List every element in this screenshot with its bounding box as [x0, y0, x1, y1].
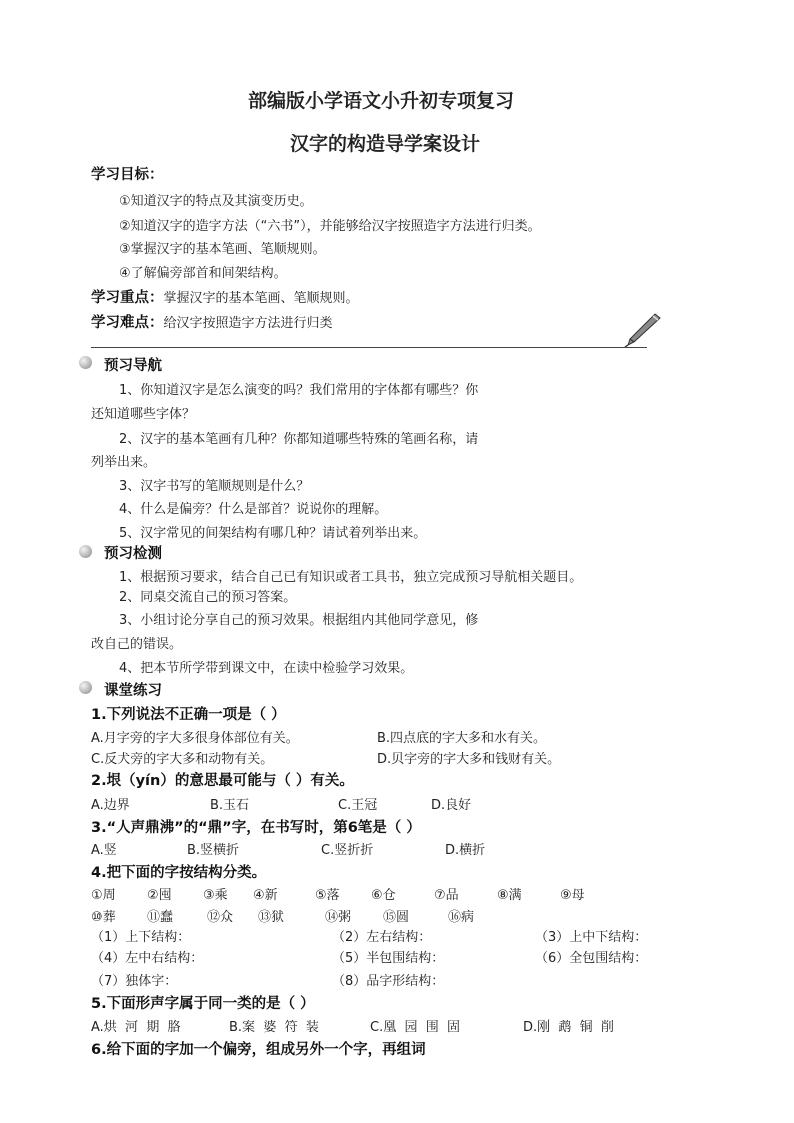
q2-option-d: D.良好 — [431, 798, 472, 813]
nav-line: 还知道哪些字体？ — [91, 407, 196, 422]
preview-nav-heading: 预习导航 — [104, 358, 162, 374]
check-line: 4、把本节所学带到课文中，在读中检验学习效果。 — [119, 661, 414, 676]
focus-label: 学习重点： — [91, 290, 164, 306]
focus-line — [91, 286, 359, 307]
pen-icon — [622, 312, 662, 348]
goal-item-4: ④了解偏旁部首和间架结构。 — [119, 266, 287, 281]
nav-line: 4、什么是偏旁？什么是部首？说说你的理解。 — [119, 502, 388, 517]
char-item: ⑬狱 — [258, 910, 285, 925]
char-item: ②囤 — [147, 888, 172, 903]
divider — [91, 347, 647, 348]
q5-option-d: D.刚 鹉 铜 削 — [523, 1020, 614, 1035]
char-item: ⑥仓 — [371, 888, 396, 903]
category-line: （4）左中右结构： — [91, 951, 204, 966]
q5-option-b: B.案 婆 符 装 — [229, 1020, 319, 1035]
char-item: ⑭粥 — [325, 910, 352, 925]
char-item: ⑯病 — [448, 910, 475, 925]
category-line: （1）上下结构： — [91, 930, 191, 945]
goal-item-1: ①知道汉字的特点及其演变历史。 — [119, 194, 313, 209]
category-line: （5）半包围结构： — [332, 951, 445, 966]
char-item: ⑩葬 — [91, 910, 116, 925]
bullet-icon — [79, 681, 92, 694]
q5-option-c: C.凰 园 围 固 — [370, 1020, 461, 1035]
char-item: ⑨母 — [560, 888, 585, 903]
category-line: （7）独体字： — [91, 974, 178, 989]
q1-option-d: D.贝字旁的字大多和钱财有关。 — [377, 752, 561, 767]
nav-line: 5、汉字常见的间架结构有哪几种？请试着列举出来。 — [119, 526, 427, 541]
difficulty-line — [91, 311, 333, 332]
q3-option-a: A.竖 — [91, 843, 117, 858]
check-line: 改自己的错误。 — [91, 637, 183, 652]
q4-stem: 4.把下面的字按结构分类。 — [91, 865, 267, 881]
bullet-icon — [79, 356, 92, 369]
practice-heading: 课堂练习 — [104, 683, 162, 699]
preview-check-heading: 预习检测 — [104, 546, 162, 562]
page-title: 部编版小学语文小升初专项复习 — [248, 90, 515, 112]
difficulty-label: 学习难点： — [91, 315, 164, 331]
char-item: ④新 — [253, 888, 278, 903]
q3-option-d: D.横折 — [445, 843, 486, 858]
q3-option-b: B.竖横折 — [187, 843, 240, 858]
q2-option-b: B.玉石 — [210, 798, 250, 813]
category-line: （3）上中下结构： — [535, 930, 648, 945]
category-line: （8）品字形结构： — [332, 974, 445, 989]
q3-stem: 3.“人声鼎沸”的“鼎”字，在书写时，第6笔是（ ） — [91, 820, 421, 836]
q6-stem: 6.给下面的字加一个偏旁，组成另外一个字，再组词 — [91, 1042, 426, 1058]
category-line: （6）全包围结构： — [535, 951, 648, 966]
goals-label: 学习目标： — [91, 167, 164, 183]
q3-option-c: C.竖折折 — [321, 843, 374, 858]
char-item: ⑤落 — [315, 888, 340, 903]
q5-option-a: A.烘 河 期 胳 — [91, 1020, 181, 1035]
q2-option-c: C.王冠 — [338, 798, 378, 813]
check-line: 1、根据预习要求，结合自己已有知识或者工具书，独立完成预习导航相关题目。 — [119, 570, 583, 585]
nav-line: 列举出来。 — [91, 455, 157, 470]
char-item: ⑧满 — [497, 888, 522, 903]
check-line: 3、小组讨论分享自己的预习效果。根据组内其他同学意见，修 — [119, 613, 479, 628]
char-item: ⑪蠢 — [147, 910, 174, 925]
nav-line: 1、你知道汉字是怎么演变的吗？我们常用的字体都有哪些？你 — [119, 383, 479, 398]
goal-item-3: ③掌握汉字的基本笔画、笔顺规则。 — [119, 242, 326, 257]
bullet-icon — [79, 545, 92, 558]
q2-stem: 2.垠（yín）的意思最可能与（ ）有关。 — [91, 773, 354, 789]
char-item: ⑫众 — [207, 910, 234, 925]
q1-option-b: B.四点底的字大多和水有关。 — [377, 731, 547, 746]
q1-option-a: A.月字旁的字大多很身体部位有关。 — [91, 731, 299, 746]
char-item: ⑮圆 — [383, 910, 410, 925]
q1-option-c: C.反犬旁的字大多和动物有关。 — [91, 752, 274, 767]
page-subtitle: 汉字的构造导学案设计 — [290, 133, 481, 155]
nav-line: 2、汉字的基本笔画有几种？你都知道哪些特殊的笔画名称，请 — [119, 432, 479, 447]
char-item: ⑦品 — [434, 888, 459, 903]
nav-line: 3、汉字书写的笔顺规则是什么？ — [119, 479, 310, 494]
q1-stem: 1.下列说法不正确一项是（ ） — [91, 707, 286, 723]
goal-item-2: ②知道汉字的造字方法（“六书”），并能够给汉字按照造字方法进行归类。 — [119, 219, 541, 234]
check-line: 2、同桌交流自己的预习答案。 — [119, 590, 297, 605]
difficulty-text: 给汉字按照造字方法进行归类 — [163, 316, 333, 331]
char-item: ③乘 — [203, 888, 228, 903]
category-line: （2）左右结构： — [332, 930, 432, 945]
q5-stem: 5.下面形声字属于同一类的是（ ） — [91, 996, 315, 1012]
focus-text: 掌握汉字的基本笔画、笔顺规则。 — [163, 291, 359, 306]
q2-option-a: A.边界 — [91, 798, 130, 813]
char-item: ①周 — [91, 888, 116, 903]
